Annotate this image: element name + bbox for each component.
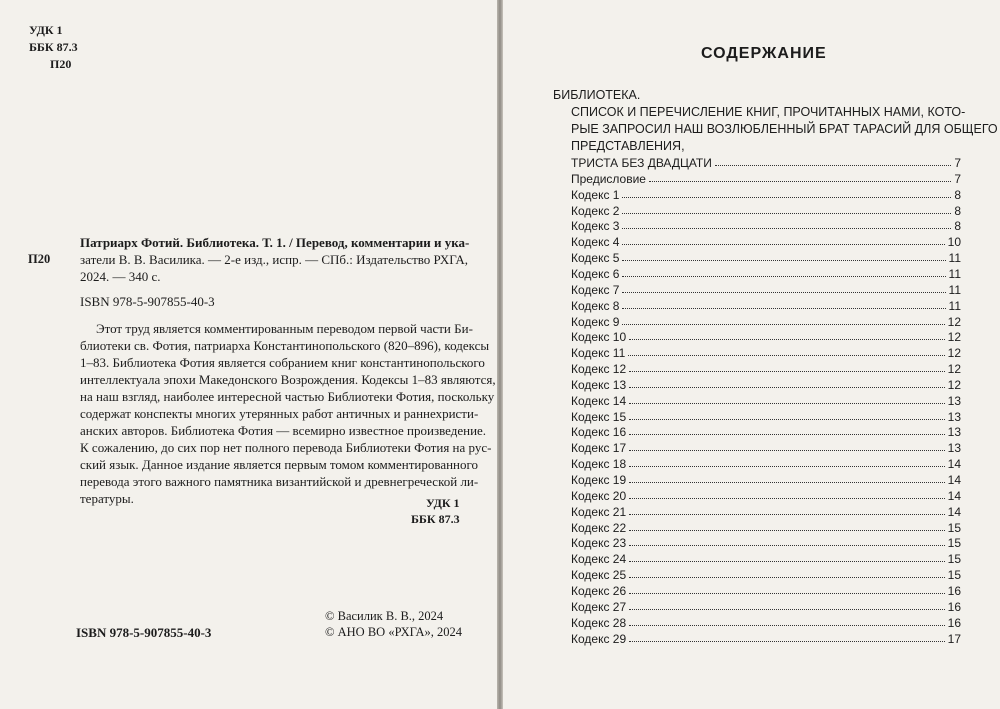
toc-entry[interactable] (571, 408, 961, 424)
toc-leader-dots (629, 545, 944, 546)
abstract-line: тературы. (80, 491, 134, 506)
isbn-line: ISBN 978-5-907855-40-3 (80, 294, 215, 309)
bibliographic-description-line: затели В. В. Василика. — 2-е изд., испр. — СПб.: Издательство РХГА, (80, 252, 468, 267)
toc-entry-label: Кодекс 7 (571, 282, 620, 297)
toc-leader-dots (628, 355, 944, 356)
toc-entry-label: Кодекс 24 (571, 552, 627, 567)
toc-entry-page: 12 (947, 362, 961, 376)
toc-entry-label: Кодекс 21 (571, 504, 627, 519)
toc-entry-page: 12 (947, 314, 961, 329)
toc-entry[interactable] (571, 423, 961, 439)
udk-code: УДК 1 (29, 23, 63, 37)
toc-entry-page: 8 (954, 187, 961, 202)
toc-entry[interactable] (571, 534, 961, 550)
toc-entry-label: Кодекс 18 (571, 457, 627, 472)
toc-entry[interactable] (571, 630, 961, 646)
toc-entry[interactable] (571, 471, 961, 487)
toc-entry-label: Кодекс 15 (571, 409, 627, 424)
toc-entry-label: Кодекс 19 (571, 473, 627, 487)
toc-leader-dots (649, 181, 951, 182)
toc-entry-page: 13 (947, 441, 961, 456)
toc-entry-label: Кодекс 5 (571, 251, 620, 266)
toc-leader-dots (622, 228, 951, 229)
toc-entry[interactable] (571, 598, 961, 614)
toc-entry[interactable] (571, 170, 961, 186)
toc-entry-label: Кодекс 29 (571, 631, 627, 646)
toc-entry-label: Кодекс 8 (571, 298, 620, 313)
section-subheading-line: ПРЕДСТАВЛЕНИЯ, (571, 139, 685, 153)
toc-entry-label: Кодекс 4 (571, 235, 620, 250)
toc-entry[interactable] (571, 313, 961, 329)
toc-entry[interactable] (571, 550, 961, 566)
toc-entry-page: 11 (948, 266, 961, 281)
toc-leader-dots (629, 609, 944, 610)
abstract-line: интеллектуала эпохи Македонского Возрождения. Кодексы 1–83 являются, (80, 372, 496, 387)
toc-entry-label: Кодекс 1 (571, 187, 620, 202)
contents-title: СОДЕРЖАНИЕ (701, 45, 827, 62)
toc-entry-label: Кодекс 12 (571, 362, 627, 376)
section-heading: БИБЛИОТЕКА. (553, 88, 641, 102)
toc-entry[interactable] (571, 281, 961, 297)
toc-entry-page: 16 (947, 615, 961, 630)
author-mark-side: П20 (28, 252, 51, 266)
toc-entry-label: Кодекс 17 (571, 441, 627, 456)
toc-entry-label: Кодекс 10 (571, 330, 627, 345)
toc-entry[interactable] (571, 328, 961, 344)
toc-entry[interactable] (571, 582, 961, 598)
toc-leader-dots (629, 561, 944, 562)
abstract-line: содержат конспекты многих утерянных работ античных и раннехристи- (80, 406, 479, 421)
toc-leader-dots (629, 371, 944, 372)
toc-leader-dots (622, 244, 944, 245)
copyright-publisher: © АНО ВО «РХГА», 2024 (325, 625, 463, 639)
toc-entry-page: 13 (947, 425, 961, 440)
toc-entry-label: Кодекс 27 (571, 599, 627, 614)
toc-leader-dots (715, 165, 951, 166)
toc-leader-dots (629, 514, 944, 515)
abstract-line: блиотеки св. Фотия, патриарха Константинопольского (820–896), кодексы (80, 338, 490, 353)
toc-leader-dots (629, 625, 944, 626)
toc-entry-page: 11 (948, 298, 961, 313)
toc-entry-page: 14 (947, 473, 961, 487)
toc-leader-dots (622, 292, 945, 293)
toc-leader-dots (629, 387, 944, 388)
toc-entry[interactable] (571, 392, 961, 408)
toc-entry-label: Кодекс 13 (571, 377, 627, 392)
toc-entry[interactable] (571, 503, 961, 519)
toc-leader-dots (629, 641, 944, 642)
toc-entry-page: 15 (947, 552, 961, 567)
toc-entry-label: Кодекс 22 (571, 520, 627, 535)
bbk-code: ББК 87.3 (29, 40, 78, 54)
toc-entry[interactable] (571, 519, 961, 535)
toc-entry-label: Кодекс 2 (571, 203, 620, 218)
bbk-code-bottom: ББК 87.3 (411, 512, 460, 526)
toc-entry-label: Кодекс 16 (571, 425, 627, 440)
toc-entry-label: Кодекс 26 (571, 584, 627, 598)
toc-entry-label: Кодекс 3 (571, 219, 620, 234)
toc-leader-dots (629, 419, 944, 420)
toc-entry[interactable] (571, 249, 961, 265)
toc-entry[interactable] (571, 344, 961, 360)
contents-page (503, 0, 1000, 709)
toc-entry-page: 12 (947, 330, 961, 345)
abstract-line: К сожалению, до сих пор нет полного перевода Библиотеки Фотия на рус- (80, 440, 492, 455)
abstract-line: перевода этого важного памятника византийской и древнегреческой ли- (80, 474, 479, 489)
toc-entry-label: Кодекс 20 (571, 488, 627, 503)
abstract-line: на наш взгляд, наиболее интересной частью Библиотеки Фотия, поскольку (80, 389, 495, 404)
toc-leader-dots (629, 530, 944, 531)
toc-entry-page: 11 (948, 251, 961, 266)
toc-entry-label: Кодекс 11 (571, 346, 626, 361)
abstract-line: 1–83. Библиотека Фотия является собранием книг константинопольского (80, 355, 485, 370)
toc-entry-page: 13 (947, 393, 961, 408)
toc-leader-dots (622, 260, 945, 261)
toc-entry-page: 14 (947, 457, 961, 472)
toc-entry-page: 11 (948, 282, 961, 297)
toc-entry[interactable] (571, 376, 961, 392)
toc-entry-page: 15 (947, 568, 961, 583)
isbn-bottom: ISBN 978-5-907855-40-3 (76, 625, 212, 640)
toc-leader-dots (622, 213, 951, 214)
toc-entry[interactable] (571, 455, 961, 471)
toc-entry[interactable] (571, 265, 961, 281)
toc-entry-page: 15 (947, 536, 961, 551)
toc-leader-dots (629, 339, 944, 340)
toc-entry-label: Кодекс 25 (571, 568, 627, 583)
toc-leader-dots (629, 403, 944, 404)
toc-entry-label: Кодекс 23 (571, 536, 627, 551)
toc-entry-page: 16 (947, 599, 961, 614)
toc-entry[interactable] (571, 217, 961, 233)
toc-leader-dots (622, 308, 945, 309)
toc-entry-label: Кодекс 6 (571, 266, 620, 281)
toc-leader-dots (629, 498, 944, 499)
toc-entry-page: 7 (954, 171, 961, 186)
toc-entry[interactable] (571, 186, 961, 202)
toc-entry[interactable] (571, 614, 961, 630)
toc-entry-page: 10 (947, 235, 961, 250)
toc-entry-label: ТРИСТА БЕЗ ДВАДЦАТИ (571, 156, 712, 170)
toc-entry-page: 13 (947, 409, 961, 424)
bibliographic-description-line: 2024. — 340 с. (80, 269, 161, 284)
toc-leader-dots (629, 466, 944, 467)
toc-leader-dots (629, 482, 944, 483)
toc-entry-page: 12 (947, 346, 961, 361)
toc-entry-page: 14 (947, 504, 961, 519)
author-mark: П20 (50, 57, 72, 71)
toc-entry-page: 8 (954, 219, 961, 234)
section-subheading-line: СПИСОК И ПЕРЕЧИСЛЕНИЕ КНИГ, ПРОЧИТАННЫХ НАМИ, КОТО- (571, 105, 966, 119)
toc-leader-dots (622, 324, 944, 325)
toc-entry[interactable] (571, 439, 961, 455)
abstract-line: Этот труд является комментированным переводом первой части Би- (96, 321, 473, 336)
toc-entry-label: Кодекс 28 (571, 615, 627, 630)
abstract-line: ский язык. Данное издание является первым томом комментированного (80, 457, 479, 472)
toc-entry-label: Кодекс 14 (571, 393, 627, 408)
toc-leader-dots (622, 276, 945, 277)
toc-entry-label: Кодекс 9 (571, 314, 620, 329)
toc-leader-dots (629, 434, 944, 435)
toc-entry-page: 8 (954, 203, 961, 218)
toc-entry-page: 12 (947, 377, 961, 392)
bibliographic-description-line: Патриарх Фотий. Библиотека. Т. 1. / Перевод, комментарии и ука- (80, 235, 470, 250)
udk-code-bottom: УДК 1 (426, 496, 460, 510)
copyright-author: © Василик В. В., 2024 (325, 609, 444, 623)
toc-entry[interactable] (571, 233, 961, 249)
section-subheading-line: РЫЕ ЗАПРОСИЛ НАШ ВОЗЛЮБЛЕННЫЙ БРАТ ТАРАСИЙ ДЛЯ ОБЩЕГО (571, 122, 998, 136)
abstract-line: анских авторов. Библиотека Фотия — всемирно известное произведение. (80, 423, 487, 438)
toc-entry[interactable] (571, 360, 961, 376)
toc-entry[interactable] (571, 154, 961, 170)
toc-entry-page: 15 (947, 520, 961, 535)
toc-entry[interactable] (571, 202, 961, 218)
toc-entry-page: 17 (947, 631, 961, 646)
toc-leader-dots (629, 450, 944, 451)
toc-leader-dots (629, 577, 944, 578)
toc-entry-label: Предисловие (571, 171, 646, 186)
toc-leader-dots (622, 197, 951, 198)
toc-leader-dots (629, 593, 944, 594)
toc-entry[interactable] (571, 566, 961, 582)
imprint-page (0, 0, 497, 709)
toc-entry-page: 7 (954, 156, 961, 170)
toc-entry-page: 14 (947, 488, 961, 503)
toc-entry[interactable] (571, 487, 961, 503)
toc-entry[interactable] (571, 297, 961, 313)
toc-entry-page: 16 (947, 584, 961, 598)
